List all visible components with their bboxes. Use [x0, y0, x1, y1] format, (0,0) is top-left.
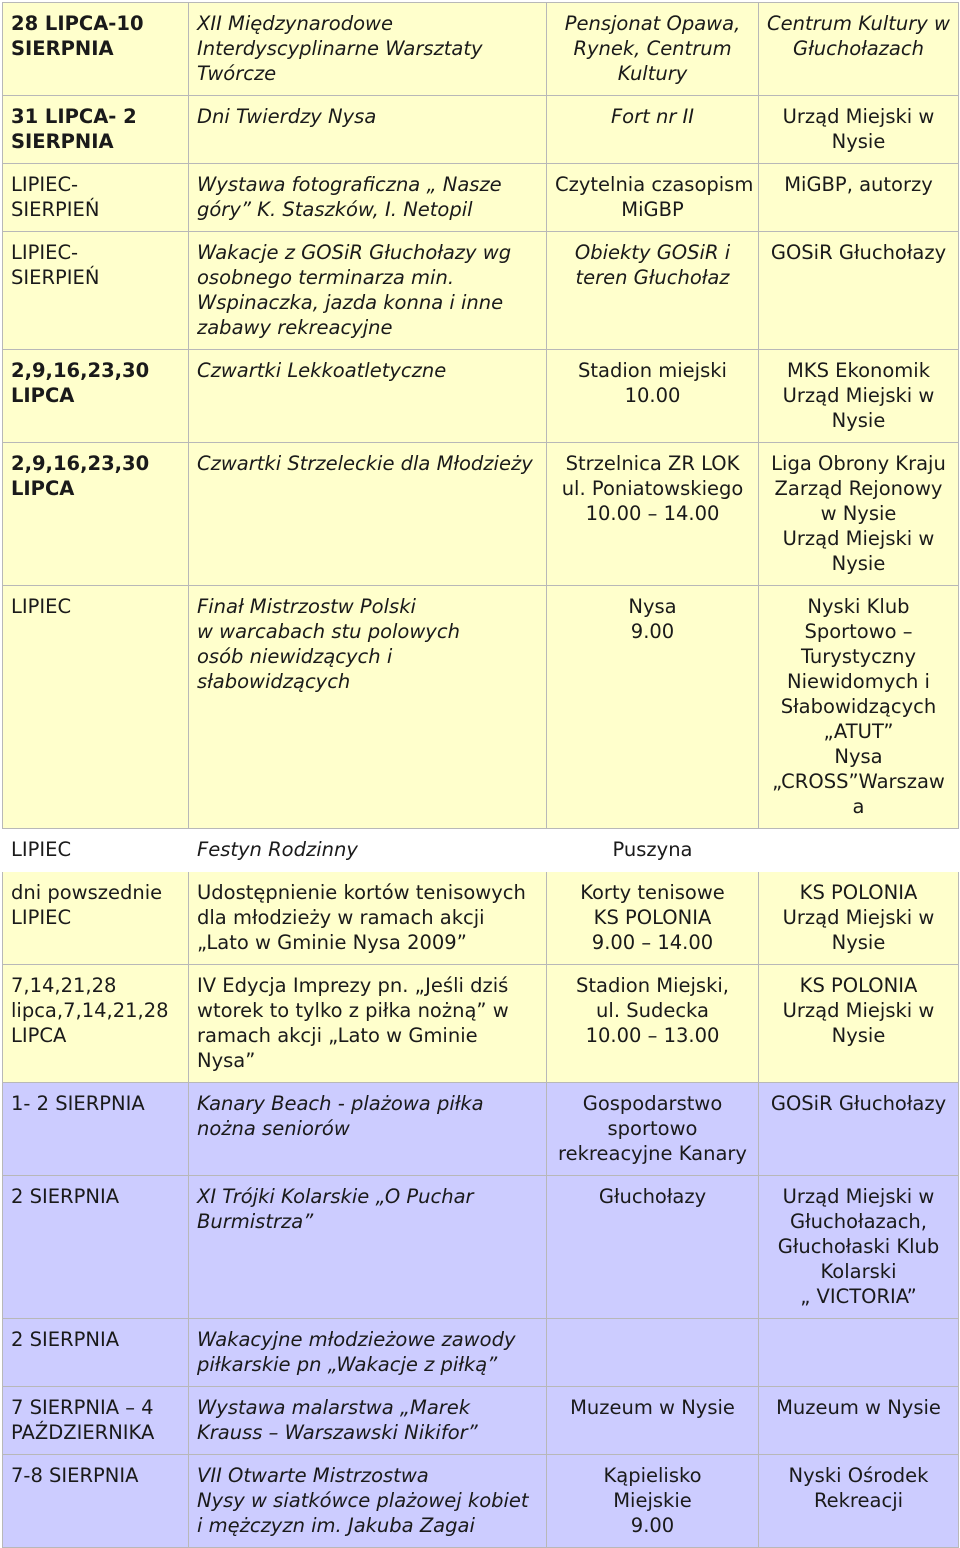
event-name — [189, 1455, 547, 1548]
events-table — [2, 2, 959, 1548]
event-place-line: Miejskie — [613, 1489, 692, 1512]
event-organizer-line: GOSiR Głuchołazy — [770, 1092, 947, 1115]
event-name — [189, 164, 547, 232]
event-date-line: LIPCA — [11, 384, 75, 407]
event-name — [189, 872, 547, 965]
event-row — [3, 1387, 959, 1455]
event-name-line: Czwartki Strzeleckie dla Młodzieży — [197, 452, 533, 475]
event-name-line: wtorek to tylko z piłka nożną” w — [197, 999, 509, 1022]
event-name-line: XI Trójki Kolarskie „O Puchar — [197, 1185, 474, 1208]
event-name — [189, 586, 547, 829]
event-organizer — [759, 965, 959, 1083]
event-date-line: 2,9,16,23,30 — [11, 452, 150, 475]
event-date-line: 2 SIERPNIA — [11, 1185, 120, 1208]
event-organizer — [759, 586, 959, 829]
event-name-line: osób niewidzących i — [197, 645, 393, 668]
event-place-line: Czytelnia czasopism — [555, 173, 754, 196]
event-place — [547, 965, 759, 1083]
event-organizer — [759, 1387, 959, 1455]
event-place-line: ul. Sudecka — [596, 999, 709, 1022]
event-organizer-line: KS POLONIA — [799, 881, 918, 904]
event-organizer-line: w Nysie — [820, 502, 897, 525]
event-place — [547, 586, 759, 829]
event-row — [3, 829, 959, 872]
event-date-line: SIERPNIA — [11, 37, 114, 60]
event-date — [3, 443, 189, 586]
event-organizer-line: Głuchołazach, — [790, 1210, 927, 1233]
event-organizer-line: Urząd Miejski w — [782, 906, 935, 929]
event-place — [547, 350, 759, 443]
event-organizer-line: Słabowidzących — [780, 695, 937, 718]
event-organizer — [759, 96, 959, 164]
event-organizer — [759, 443, 959, 586]
event-place-line: Gospodarstwo — [582, 1092, 723, 1115]
event-place — [547, 3, 759, 96]
event-date-line: LIPIEC — [11, 906, 72, 929]
event-name-line: słabowidzących — [197, 670, 351, 693]
event-date-line: LIPIEC — [11, 595, 72, 618]
event-place — [547, 1387, 759, 1455]
event-row — [3, 1319, 959, 1387]
event-row — [3, 872, 959, 965]
event-organizer-line: Nysie — [831, 409, 886, 432]
event-name-line: ramach akcji „Lato w Gminie — [197, 1024, 478, 1047]
event-organizer-line: „CROSS”Warszaw — [772, 770, 945, 793]
event-date-line: 1- 2 SIERPNIA — [11, 1092, 145, 1115]
event-organizer-line: Liga Obrony Kraju — [771, 452, 946, 475]
event-name-line: Interdyscyplinarne Warsztaty — [197, 37, 483, 60]
event-organizer-line: Głuchołazach — [793, 37, 924, 60]
event-name-line: Krauss – Warszawski Nikifor” — [197, 1421, 478, 1444]
event-organizer — [759, 872, 959, 965]
event-organizer-line: Nysie — [831, 130, 886, 153]
event-place-line: Korty tenisowe — [580, 881, 725, 904]
event-name-line: VII Otwarte Mistrzostwa — [197, 1464, 429, 1487]
event-place-line: sportowo — [607, 1117, 698, 1140]
event-organizer-line: Urząd Miejski w — [782, 105, 935, 128]
event-name-line: i mężczyzn im. Jakuba Zagai — [197, 1514, 475, 1537]
event-organizer-line: KS POLONIA — [799, 974, 918, 997]
event-row — [3, 443, 959, 586]
event-place-line: Fort nr II — [610, 105, 695, 128]
event-place-line: ul. Poniatowskiego — [561, 477, 744, 500]
event-organizer-line: Nyski Ośrodek — [788, 1464, 929, 1487]
event-name-line: w warcabach stu polowych — [197, 620, 460, 643]
event-place-line: 10.00 – 14.00 — [585, 502, 720, 525]
event-name-line: dla młodzieży w ramach akcji — [197, 906, 485, 929]
event-place-line: Pensjonat Opawa, — [564, 12, 741, 35]
event-name-line: Finał Mistrzostw Polski — [197, 595, 416, 618]
event-date — [3, 829, 189, 872]
events-table-body — [3, 3, 959, 1548]
event-place — [547, 96, 759, 164]
event-date — [3, 350, 189, 443]
event-date — [3, 1319, 189, 1387]
event-organizer-line: Urząd Miejski w — [782, 1185, 935, 1208]
event-name-line: Wystawa malarstwa „Marek — [197, 1396, 471, 1419]
event-organizer-line: Nysa — [834, 745, 883, 768]
event-date-line: dni powszednie — [11, 881, 163, 904]
event-date-line: SIERPNIA — [11, 130, 114, 153]
event-date — [3, 965, 189, 1083]
event-name — [189, 829, 547, 872]
event-date-line: 2 SIERPNIA — [11, 1328, 120, 1351]
event-place-line: Rynek, Centrum — [573, 37, 732, 60]
event-date-line: LIPCA — [11, 477, 75, 500]
event-place-line: Puszyna — [612, 838, 693, 861]
event-date — [3, 3, 189, 96]
event-place — [547, 1083, 759, 1176]
event-place-line: 9.00 — [630, 1514, 675, 1537]
event-organizer-line: GOSiR Głuchołazy — [770, 241, 947, 264]
event-date-line: 31 LIPCA- 2 — [11, 105, 137, 128]
event-organizer-line: MKS Ekonomik — [786, 359, 931, 382]
event-place — [547, 829, 759, 872]
event-date-line: LIPIEC- — [11, 241, 79, 264]
event-organizer-line: MiGBP, autorzy — [784, 173, 933, 196]
event-place-line: Strzelnica ZR LOK — [565, 452, 740, 475]
event-name-line: osobnego terminarza min. — [197, 266, 455, 289]
event-organizer — [759, 1319, 959, 1387]
event-place — [547, 164, 759, 232]
event-organizer-line: Turystyczny — [800, 645, 917, 668]
event-name-line: Festyn Rodzinny — [197, 838, 358, 861]
event-date-line: 2,9,16,23,30 — [11, 359, 150, 382]
event-row — [3, 1176, 959, 1319]
event-place-line: Obiekty GOSiR i — [574, 241, 731, 264]
event-name — [189, 1176, 547, 1319]
event-date-line: PAŹDZIERNIKA — [11, 1421, 155, 1444]
event-place-line: Głuchołazy — [598, 1185, 707, 1208]
event-organizer-line: Nyski Klub — [807, 595, 910, 618]
event-name-line: Burmistrza” — [197, 1210, 314, 1233]
event-name — [189, 443, 547, 586]
event-place-line: 10.00 – 13.00 — [585, 1024, 720, 1047]
event-name-line: zabawy rekreacyjne — [197, 316, 393, 339]
event-place — [547, 872, 759, 965]
event-organizer-line: Nysie — [831, 1024, 886, 1047]
event-place-line: KS POLONIA — [593, 906, 712, 929]
event-date — [3, 232, 189, 350]
event-organizer-line: Zarząd Rejonowy — [774, 477, 943, 500]
event-place — [547, 1319, 759, 1387]
event-organizer-line: „ VICTORIA” — [800, 1285, 917, 1308]
event-row — [3, 965, 959, 1083]
event-name — [189, 1387, 547, 1455]
event-row — [3, 96, 959, 164]
event-place-line: 9.00 — [630, 620, 675, 643]
event-date — [3, 164, 189, 232]
event-organizer-line: Centrum Kultury w — [767, 12, 950, 35]
event-place-line: MiGBP — [621, 198, 684, 221]
event-organizer-line: Urząd Miejski w — [782, 999, 935, 1022]
event-organizer-line: Nysie — [831, 931, 886, 954]
event-place — [547, 1455, 759, 1548]
event-date-line: LIPCA — [11, 1024, 67, 1047]
event-place — [547, 443, 759, 586]
event-name-line: Wakacyjne młodzieżowe zawody — [197, 1328, 516, 1351]
event-organizer — [759, 164, 959, 232]
event-name-line: IV Edycja Imprezy pn. „Jeśli dziś — [197, 974, 509, 997]
event-organizer — [759, 1176, 959, 1319]
event-date — [3, 1083, 189, 1176]
event-place — [547, 232, 759, 350]
event-name — [189, 350, 547, 443]
event-date — [3, 1455, 189, 1548]
event-date-line: lipca,7,14,21,28 — [11, 999, 169, 1022]
event-date — [3, 586, 189, 829]
event-date-line: 7,14,21,28 — [11, 974, 117, 997]
event-date-line: 7 SIERPNIA – 4 — [11, 1396, 154, 1419]
event-name-line: Kanary Beach - plażowa piłka — [197, 1092, 484, 1115]
event-name-line: Nysa” — [197, 1049, 256, 1072]
event-date-line: LIPIEC- — [11, 173, 79, 196]
event-organizer — [759, 829, 959, 872]
event-organizer-line: Rekreacji — [813, 1489, 904, 1512]
event-place-line: rekreacyjne Kanary — [558, 1142, 747, 1165]
event-organizer-line: Niewidomych i — [787, 670, 930, 693]
event-organizer-line: Kolarski — [820, 1260, 897, 1283]
event-organizer-line: Nysie — [831, 552, 886, 575]
event-row — [3, 1455, 959, 1548]
event-date — [3, 1176, 189, 1319]
event-organizer-line: „ATUT” — [823, 720, 894, 743]
event-date — [3, 872, 189, 965]
event-row — [3, 586, 959, 829]
event-organizer — [759, 232, 959, 350]
event-name — [189, 965, 547, 1083]
event-organizer-line: Urząd Miejski w — [782, 527, 935, 550]
event-date-line: 28 LIPCA-10 — [11, 12, 144, 35]
event-name-line: Twórcze — [197, 62, 277, 85]
event-date — [3, 1387, 189, 1455]
event-place-line: Nysa — [628, 595, 677, 618]
event-name — [189, 3, 547, 96]
event-organizer — [759, 3, 959, 96]
event-row — [3, 350, 959, 443]
event-place-line: Kąpielisko — [603, 1464, 702, 1487]
event-organizer — [759, 1455, 959, 1548]
event-organizer-line: a — [852, 795, 865, 818]
event-name-line: Wystawa fotograficzna „ Nasze — [197, 173, 502, 196]
event-place — [547, 1176, 759, 1319]
event-name-line: Dni Twierdzy Nysa — [197, 105, 377, 128]
event-row — [3, 3, 959, 96]
event-organizer-line: Sportowo – — [804, 620, 913, 643]
event-organizer — [759, 1083, 959, 1176]
event-name-line: „Lato w Gminie Nysa 2009” — [197, 931, 467, 954]
event-name — [189, 1083, 547, 1176]
event-place-line: Stadion miejski — [578, 359, 727, 382]
event-name-line: Czwartki Lekkoatletyczne — [197, 359, 447, 382]
event-place-line: Kultury — [617, 62, 688, 85]
event-place-line: 9.00 – 14.00 — [591, 931, 714, 954]
event-name-line: Nysy w siatkówce plażowej kobiet — [197, 1489, 529, 1512]
event-row — [3, 164, 959, 232]
event-name — [189, 1319, 547, 1387]
event-name-line: nożna seniorów — [197, 1117, 350, 1140]
event-place-line: Muzeum w Nysie — [570, 1396, 735, 1419]
event-place-line: teren Głuchołaz — [575, 266, 730, 289]
event-organizer-line: Głuchołaski Klub — [777, 1235, 940, 1258]
event-row — [3, 232, 959, 350]
event-date — [3, 96, 189, 164]
event-row — [3, 1083, 959, 1176]
event-name-line: Udostępnienie kortów tenisowych — [197, 881, 526, 904]
event-organizer-line: Muzeum w Nysie — [776, 1396, 941, 1419]
event-name — [189, 232, 547, 350]
event-name-line: góry” K. Staszków, I. Netopil — [197, 198, 473, 221]
event-organizer — [759, 350, 959, 443]
event-name-line: Wakacje z GOSiR Głuchołazy wg — [197, 241, 512, 264]
event-date-line: 7-8 SIERPNIA — [11, 1464, 139, 1487]
event-place-line: 10.00 — [624, 384, 681, 407]
event-date-line: SIERPIEŃ — [11, 266, 100, 289]
event-date-line: SIERPIEŃ — [11, 198, 100, 221]
event-name-line: XII Międzynarodowe — [197, 12, 393, 35]
event-place-line: Stadion Miejski, — [576, 974, 729, 997]
event-organizer-line: Urząd Miejski w — [782, 384, 935, 407]
event-name-line: piłkarskie pn „Wakacje z piłką” — [197, 1353, 498, 1376]
event-name — [189, 96, 547, 164]
event-date-line: LIPIEC — [11, 838, 72, 861]
event-name-line: Wspinaczka, jazda konna i inne — [197, 291, 504, 314]
